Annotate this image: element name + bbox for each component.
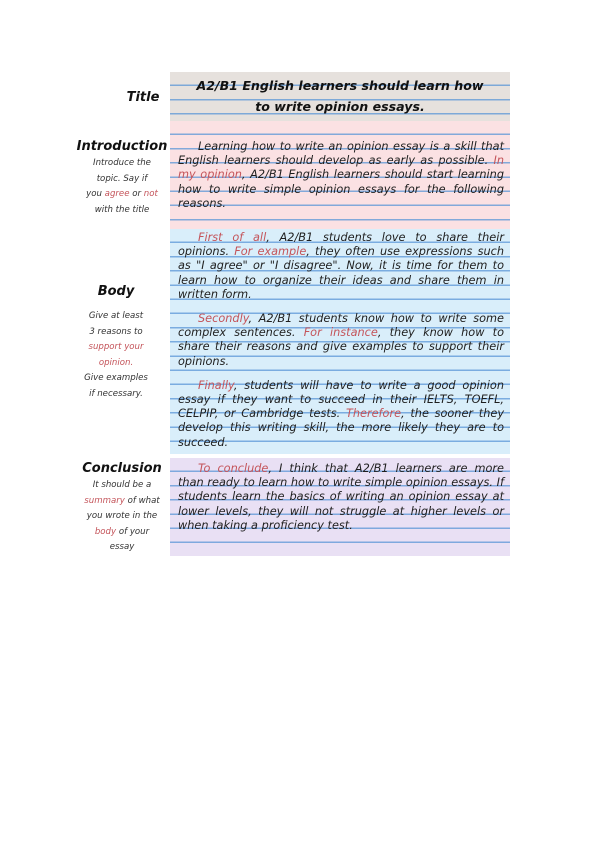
introduction-paragraph: Learning how to write an opinion essay is a skill that English learners should develop as early as possible. In my opinion, A2/B1 English learners should start learning how to write simple opinion essays for the following reasons. (178, 140, 504, 210)
conclusion-label-block (76, 461, 168, 556)
body-note: Give at least 3 reasons to support your opinion. Give examples if necessary. (84, 311, 148, 399)
essay-title-section (170, 72, 510, 121)
body-label-block (76, 284, 168, 402)
conclusion-paragraph: To conclude, I think that A2/B1 learners are more than ready to learn how to write simple opinion essays. If students learn the basics of writing an opinion essay at lower levels, they will not struggle at higher levels or when taking a proficiency test. (178, 462, 505, 532)
introduction-label: Introduction (76, 139, 168, 154)
body-paragraph-1: First of all, A2/B1 students love to share their opinions. For example, they often use expressions such as "I agree" or "I disagree". Now, it is time for them to learn how to organize their ideas and share them in written form. (178, 231, 504, 301)
introduction-note: Introduce the topic. Say if you agree or not with the title (86, 158, 158, 215)
body-paragraph-2: Secondly, A2/B1 students know how to write some complex sentences. For instance, they know how to share their reasons and give examples to support their opinions. (178, 312, 505, 368)
body-section (170, 229, 510, 454)
conclusion-section (170, 458, 510, 556)
conclusion-label: Conclusion (82, 461, 162, 476)
title-label-block (76, 90, 168, 105)
introduction-section (170, 121, 510, 229)
body-label: Body (97, 284, 135, 299)
body-paragraph-3: Finally, students will have to write a good opinion essay if they want to succeed in their IELTS, TOEFL, CELPIP, or Cambridge tests. Therefore, the sooner they develop this writing skill, the more likely they are to succeed. (178, 378, 505, 449)
introduction-label-block (76, 139, 168, 218)
essay-title: A2/B1 English learners should learn how to write opinion essays. (196, 78, 484, 114)
conclusion-note: It should be a summary of what you wrote in the body of your essay (84, 480, 160, 552)
title-label: Title (126, 90, 160, 105)
